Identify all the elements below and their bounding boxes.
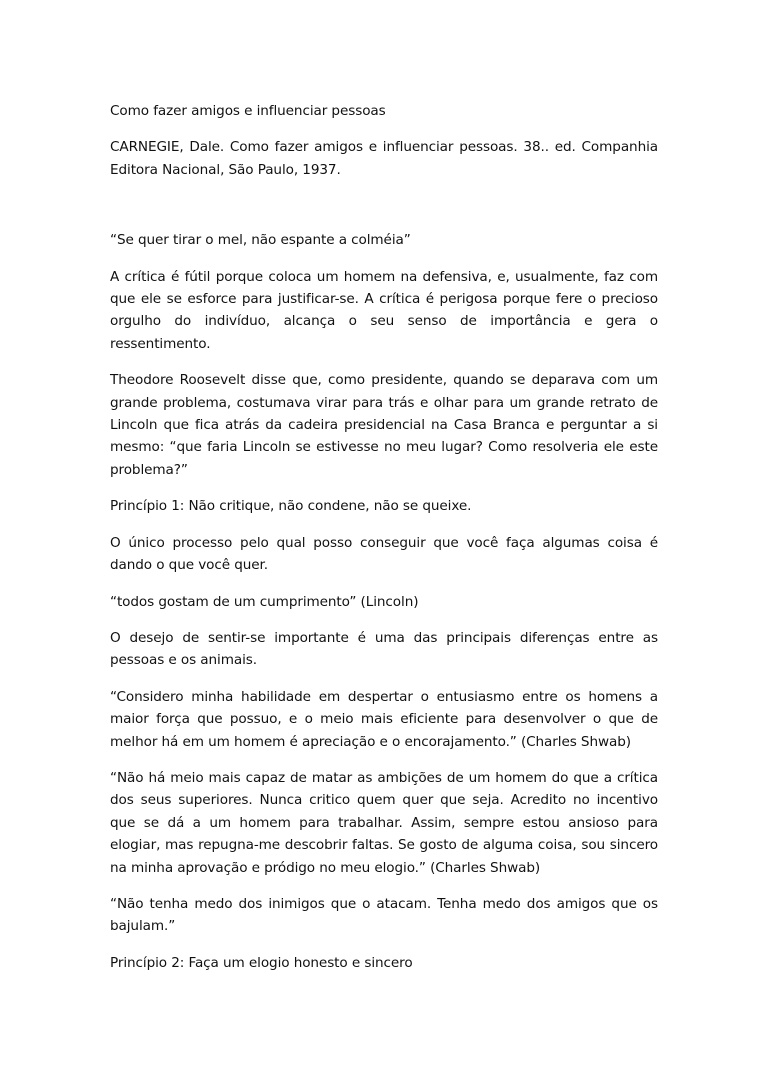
paragraph-shwab-quote-1: “Considero minha habilidade em despertar o entusiasmo entre os homens a maior força que possuo, e o meio mais eficiente para desenvolver o que de melhor há em um homem é apreciação e o encorajamento.” (Charles Shwab) — [110, 688, 658, 750]
paragraph-unico-processo: O único processo pelo qual posso conseguir que você faça algumas coisa é dando o que você quer. — [110, 534, 658, 574]
paragraph-shwab-quote-2: “Não há meio mais capaz de matar as ambições de um homem do que a crítica dos seus superiores. Nunca critico quem quer que seja. Acredito no incentivo que se dá a um homem para trabalhar. Assim, sempre estou ansioso para elogiar, mas repugna-me descobrir faltas. Se gosto de alguma coisa, sou sincero na minha aprovação e pródigo no meu elogio.” (Charles Shwab) — [110, 769, 658, 876]
paragraph-desejo: O desejo de sentir-se importante é uma das principais diferenças entre as pessoas e os animais. — [110, 629, 658, 669]
paragraph-roosevelt: Theodore Roosevelt disse que, como presidente, quando se deparava com um grande problema, costumava virar para trás e olhar para um grande retrato de Lincoln que fica atrás da cadeira presidencial na Casa Branca e perguntar a si mesmo: “que faria Lincoln se estivesse no meu lugar? Como resolveria ele este problema?” — [110, 372, 658, 478]
document-page — [110, 100, 658, 988]
document-title: Como fazer amigos e influenciar pessoas — [110, 103, 386, 119]
paragraph-inimigos: “Não tenha medo dos inimigos que o atacam. Tenha medo dos amigos que os bajulam.” — [110, 895, 658, 935]
principle-2: Princípio 2: Faça um elogio honesto e sincero — [110, 954, 413, 971]
blank-space — [110, 195, 658, 229]
paragraph-critica: A crítica é fútil porque coloca um homem na defensiva, e, usualmente, faz com que ele se esforce para justificar-se. A crítica é perigosa porque fere o precioso orgulho do indivíduo, alcança o seu senso de importância e gera o ressentimento. — [110, 268, 658, 352]
paragraph-quote-colmeia: “Se quer tirar o mel, não espante a colméia” — [110, 232, 411, 249]
bibliographic-reference: CARNEGIE, Dale. Como fazer amigos e influenciar pessoas. 38.. ed. Companhia Editora Nacional, São Paulo, 1937. — [110, 139, 658, 178]
paragraph-lincoln-quote: “todos gostam de um cumprimento” (Lincoln) — [110, 593, 419, 610]
principle-1: Princípio 1: Não critique, não condene, não se queixe. — [110, 498, 472, 515]
